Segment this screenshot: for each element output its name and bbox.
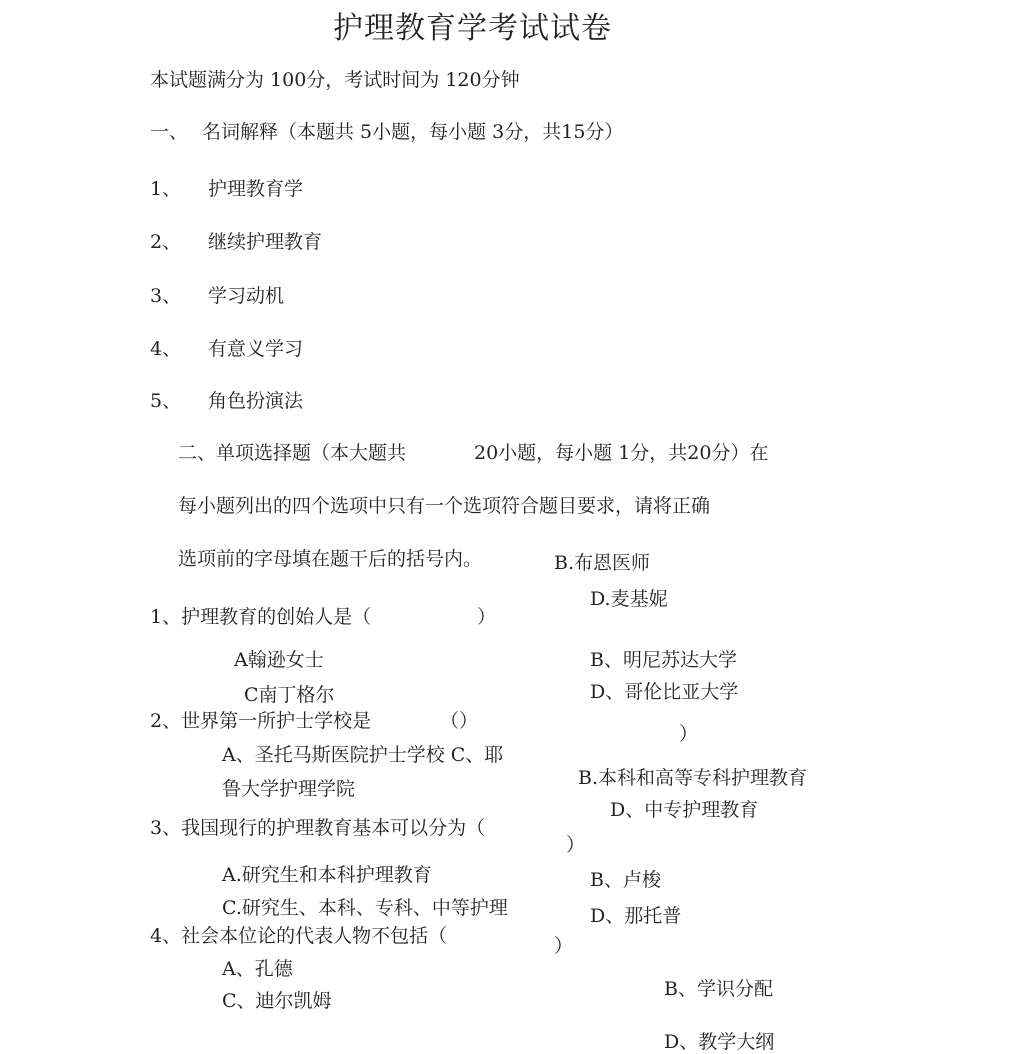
item-text: 角色扮演法: [208, 390, 304, 412]
list-item: [150, 177, 303, 201]
item-num: 3、: [150, 285, 182, 307]
q1-close-paren: ）: [477, 606, 497, 628]
q2-options-ac-line1: A、圣托马斯医院护士学校 C、耶: [222, 744, 504, 766]
section1-heading-num: 一、: [150, 121, 189, 143]
exam-info: 本试题满分为 100分，考试时间为 120分钟: [150, 69, 520, 91]
q1-option-a: A翰逊女士: [234, 649, 324, 671]
item-text: 学习动机: [208, 285, 285, 307]
item-num: 4、: [150, 338, 182, 360]
section1-heading: [150, 120, 623, 144]
list-item: [150, 337, 303, 361]
q4-option-c: C、迪尔凯姆: [222, 990, 332, 1012]
q2-stem: 2、世界第一所护士学校是: [150, 710, 372, 732]
q3-stem: 3、我国现行的护理教育基本可以分为（: [150, 817, 486, 839]
page-title: 护理教育学考试试卷: [333, 11, 612, 46]
q1-option-d: D.麦基妮: [590, 588, 668, 610]
q4-close-paren: ）: [554, 935, 574, 957]
item-num: 1、: [150, 178, 182, 200]
q3-option-c: C.研究生、本科、专科、中等护理: [222, 897, 508, 919]
q4-option-a: A、孔德: [222, 958, 293, 980]
list-item: [150, 230, 322, 254]
item-text: 护理教育学: [208, 178, 304, 200]
q4-stem: 4、社会本位论的代表人物不包括（: [150, 925, 448, 947]
section1-heading-text: 名词解释（本题共 5小题，每小题 3分，共15分）: [202, 121, 624, 143]
item-text: 有意义学习: [208, 338, 304, 360]
q2-option-d: D、哥伦比亚大学: [590, 681, 739, 703]
q2-option-b: B、明尼苏达大学: [590, 649, 737, 671]
list-item: [150, 284, 284, 308]
q3-option-b: B.本科和高等专科护理教育: [578, 767, 808, 789]
q1-option-b: B.布恩医师: [554, 552, 651, 574]
q3-option-d: D、中专护理教育: [610, 799, 759, 821]
q1-stem: 1、护理教育的创始人是（: [150, 606, 372, 628]
item-num: 5、: [150, 390, 182, 412]
section2-heading-b: 20小题，每小题 1分，共20分）在: [474, 442, 769, 464]
q5-option-d: D、教学大纲: [664, 1031, 775, 1053]
q3-option-a: A.研究生和本科护理教育: [222, 864, 432, 886]
item-num: 2、: [150, 231, 182, 253]
list-item: [150, 389, 303, 413]
q2-close-paren: ）: [679, 723, 699, 745]
q3-close-paren: ）: [566, 834, 586, 856]
item-text: 继续护理教育: [208, 231, 323, 253]
q2-options-ac-line2: 鲁大学护理学院: [222, 778, 356, 800]
q4-option-d: D、那托普: [590, 905, 682, 927]
q1-option-c: C南丁格尔: [244, 684, 335, 706]
section2-heading-a: 二、单项选择题（本大题共: [178, 442, 407, 464]
q4-option-b: B、卢梭: [590, 869, 661, 891]
q5-option-b: B、学识分配: [664, 978, 773, 1000]
section2-instructions-line3: 选项前的字母填在题干后的括号内。: [178, 548, 483, 570]
q2-paren: （）: [440, 710, 479, 732]
section2-instructions-line2: 每小题列出的四个选项中只有一个选项符合题目要求，请将正确: [178, 495, 711, 517]
